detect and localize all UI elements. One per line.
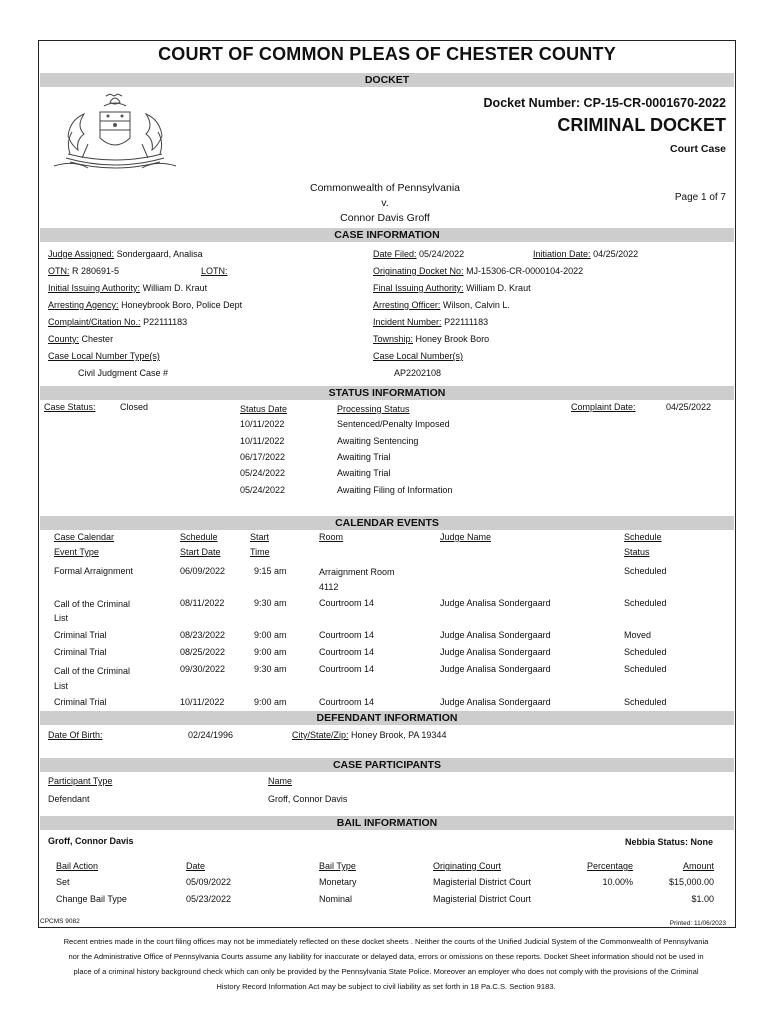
status-date: 05/24/2022	[240, 485, 286, 495]
event-room: Arraignment Room	[319, 567, 395, 577]
event-date: 08/25/2022	[180, 647, 226, 657]
initial-issuing-authority-label: Initial Issuing Authority:	[48, 283, 141, 293]
bail-date-header: Date	[186, 861, 206, 871]
complaint-citation-label: Complaint/Citation No.:	[48, 317, 141, 327]
caption-plaintiff: Commonwealth of Pennsylvania	[310, 182, 460, 194]
processing-status: Awaiting Sentencing	[337, 436, 419, 446]
status-date: 05/24/2022	[240, 468, 286, 478]
event-date: 08/11/2022	[180, 598, 225, 608]
event-judge: Judge Analisa Sondergaard	[440, 598, 551, 608]
processing-status: Awaiting Trial	[337, 452, 391, 462]
status-date: 10/11/2022	[240, 436, 285, 446]
originating-court-header: Originating Court	[433, 861, 502, 871]
event-judge: Judge Analisa Sondergaard	[440, 630, 551, 640]
amount-header: Amount	[682, 861, 714, 871]
event-judge: Judge Analisa Sondergaard	[440, 664, 551, 674]
event-room-line-2: 4112	[319, 582, 339, 592]
percentage-header: Percentage	[586, 861, 633, 871]
event-date: 08/23/2022	[180, 630, 226, 640]
initiation-date-label: Initiation Date:	[533, 249, 591, 259]
participant-type-header: Participant Type	[48, 776, 113, 786]
docket-number: Docket Number: CP-15-CR-0001670-2022	[483, 96, 726, 110]
event-date: 06/09/2022	[180, 566, 226, 576]
final-issuing-authority-label: Final Issuing Authority:	[373, 283, 464, 293]
bail-originating-court: Magisterial District Court	[433, 894, 532, 904]
township-label: Township:	[373, 334, 414, 344]
bail-action: Change Bail Type	[56, 894, 127, 904]
calendar-events-band: CALENDAR EVENTS	[40, 516, 734, 530]
event-room: Courtroom 14	[319, 630, 375, 640]
bail-information-band: BAIL INFORMATION	[40, 816, 734, 830]
event-type-line-2: List	[54, 613, 69, 623]
event-type: Criminal Trial	[54, 630, 107, 640]
event-status: Scheduled	[624, 664, 667, 674]
event-room: Courtroom 14	[319, 598, 375, 608]
participant-type: Defendant	[48, 794, 90, 804]
case-participants-band: CASE PARTICIPANTS	[40, 758, 734, 772]
bail-type: Monetary	[319, 877, 357, 887]
event-type-line-2: List	[54, 681, 69, 691]
court-case-label: Court Case	[669, 143, 726, 155]
printed-date: Printed: 11/06/2023	[669, 920, 726, 927]
calendar-type-header-2: Event Type	[54, 547, 99, 557]
event-time: 9:00 am	[254, 647, 287, 657]
disclaimer: Recent entries made in the court filing offices may not be immediately reflected on these docket sheets . Neither the courts of the Unified Judicial System of the Commonwealth of Pennsylvania nor the Administrative Office of Pennsylvania Courts assume any liability for inaccurate or delayed data, errors or omissions on these reports. Docket Sheet information should not be used in place of a criminal history background check which can only be provided by the Pennsylvania State Police. Moreover an employer who does not comply with the provisions of the Criminal History Record Information Act may be subject to civil liability as set forth in 18 Pa.C.S. Section 9183.	[63, 937, 709, 991]
calendar-date-header-1: Schedule	[180, 532, 218, 542]
case-status-label: Case Status:	[44, 402, 96, 412]
caption-versus: v.	[381, 197, 389, 209]
incident-number-value: P22111183	[444, 317, 489, 327]
originating-docket-label: Originating Docket No:	[373, 266, 464, 276]
calendar-time-header-1: Start	[250, 532, 270, 542]
event-time: 9:30 am	[254, 598, 287, 608]
originating-docket-value: MJ-15306-CR-0000104-2022	[466, 266, 584, 276]
docket-band: DOCKET	[40, 73, 734, 87]
judge-value: Sondergaard, Analisa	[116, 249, 203, 259]
status-date: 10/11/2022	[240, 419, 285, 429]
city-state-zip-value: Honey Brook, PA 19344	[351, 730, 447, 740]
date-filed-label: Date Filed:	[373, 249, 417, 259]
event-status: Scheduled	[624, 647, 667, 657]
lotn-label: LOTN:	[201, 266, 228, 276]
calendar-judge-header: Judge Name	[440, 532, 492, 542]
arresting-officer-value: Wilson, Calvin L.	[442, 300, 510, 310]
county-value: Chester	[81, 334, 114, 344]
bail-date: 05/23/2022	[186, 894, 232, 904]
event-type: Criminal Trial	[54, 647, 107, 657]
case-local-number-type-label: Case Local Number Type(s)	[48, 351, 160, 361]
event-date: 10/11/2022	[180, 697, 225, 707]
case-local-number-label: Case Local Number(s)	[373, 351, 464, 361]
processing-status: Awaiting Trial	[337, 468, 391, 478]
bail-action: Set	[56, 877, 70, 887]
event-room: Courtroom 14	[319, 647, 375, 657]
event-room: Courtroom 14	[319, 664, 375, 674]
calendar-time-header-2: Time	[250, 547, 270, 557]
pennsylvania-coat-of-arms-icon	[44, 92, 186, 176]
complaint-date-label: Complaint Date:	[571, 402, 636, 412]
event-status: Scheduled	[624, 566, 667, 576]
initiation-date-value: 04/25/2022	[593, 249, 639, 259]
bail-type: Nominal	[319, 894, 353, 904]
date-filed-value: 05/24/2022	[419, 249, 465, 259]
complaint-citation-value: P22111183	[143, 317, 188, 327]
bail-percentage: 10.00%	[602, 877, 633, 887]
bail-amount: $1.00	[691, 894, 714, 904]
complaint-date-value: 04/25/2022	[666, 402, 712, 412]
event-type: Criminal Trial	[54, 697, 107, 707]
calendar-date-header-2: Start Date	[180, 547, 221, 557]
status-information-band: STATUS INFORMATION	[40, 386, 734, 400]
otn-value: R 280691-5	[72, 266, 120, 276]
event-judge: Judge Analisa Sondergaard	[440, 697, 551, 707]
event-judge: Judge Analisa Sondergaard	[440, 647, 551, 657]
arresting-agency-value: Honeybrook Boro, Police Dept	[121, 300, 243, 310]
event-time: 9:30 am	[254, 664, 287, 674]
bail-person: Groff, Connor Davis	[48, 836, 134, 846]
city-state-zip-label: City/State/Zip:	[292, 730, 349, 740]
nebbia-status: Nebbia Status: None	[624, 837, 713, 847]
bail-amount: $15,000.00	[668, 877, 714, 887]
participant-name: Groff, Connor Davis	[268, 794, 348, 804]
event-type: Formal Arraignment	[54, 566, 134, 576]
status-date: 06/17/2022	[240, 452, 286, 462]
case-status-value: Closed	[120, 402, 149, 412]
status-date-header: Status Date	[240, 404, 288, 414]
county-label: County:	[48, 334, 80, 344]
event-type: Call of the Criminal	[54, 666, 131, 676]
processing-status: Awaiting Filing of Information	[337, 485, 453, 495]
event-time: 9:00 am	[254, 630, 287, 640]
participant-name-header: Name	[268, 776, 293, 786]
date-of-birth-label: Date Of Birth:	[48, 730, 103, 740]
arresting-agency-label: Arresting Agency:	[48, 300, 119, 310]
calendar-type-header-1: Case Calendar	[54, 532, 115, 542]
event-status: Moved	[624, 630, 652, 640]
processing-status-header: Processing Status	[337, 404, 410, 414]
caption-defendant: Connor Davis Groff	[340, 212, 430, 224]
page-indicator: Page 1 of 7	[674, 192, 726, 203]
event-status: Scheduled	[624, 598, 667, 608]
event-time: 9:00 am	[254, 697, 287, 707]
bail-date: 05/09/2022	[186, 877, 232, 887]
township-value: Honey Brook Boro	[415, 334, 490, 344]
case-information-band: CASE INFORMATION	[40, 228, 734, 242]
judge-label: Judge Assigned:	[48, 249, 115, 259]
date-of-birth-value: 02/24/1996	[188, 730, 234, 740]
case-local-number-type-value: Civil Judgment Case #	[78, 368, 169, 378]
event-room: Courtroom 14	[319, 697, 375, 707]
calendar-room-header: Room	[319, 532, 344, 542]
court-title: COURT OF COMMON PLEAS OF CHESTER COUNTY	[158, 44, 616, 64]
event-type: Call of the Criminal	[54, 599, 131, 609]
event-time: 9:15 am	[254, 566, 287, 576]
otn-label: OTN:	[48, 266, 70, 276]
calendar-status-header-2: Status	[624, 547, 650, 557]
initial-issuing-authority-value: William D. Kraut	[142, 283, 208, 293]
final-issuing-authority-value: William D. Kraut	[466, 283, 531, 293]
incident-number-label: Incident Number:	[373, 317, 442, 327]
defendant-information-band: DEFENDANT INFORMATION	[40, 711, 734, 725]
bail-action-header: Bail Action	[56, 861, 99, 871]
bail-type-header: Bail Type	[319, 861, 356, 871]
event-date: 09/30/2022	[180, 664, 226, 674]
form-number: CPCMS 9082	[40, 918, 80, 925]
case-local-number-value: AP2202108	[394, 368, 442, 378]
calendar-status-header-1: Schedule	[624, 532, 662, 542]
event-status: Scheduled	[624, 697, 667, 707]
arresting-officer-label: Arresting Officer:	[373, 300, 441, 310]
processing-status: Sentenced/Penalty Imposed	[337, 419, 450, 429]
bail-originating-court: Magisterial District Court	[433, 877, 532, 887]
docket-type: CRIMINAL DOCKET	[557, 115, 726, 135]
